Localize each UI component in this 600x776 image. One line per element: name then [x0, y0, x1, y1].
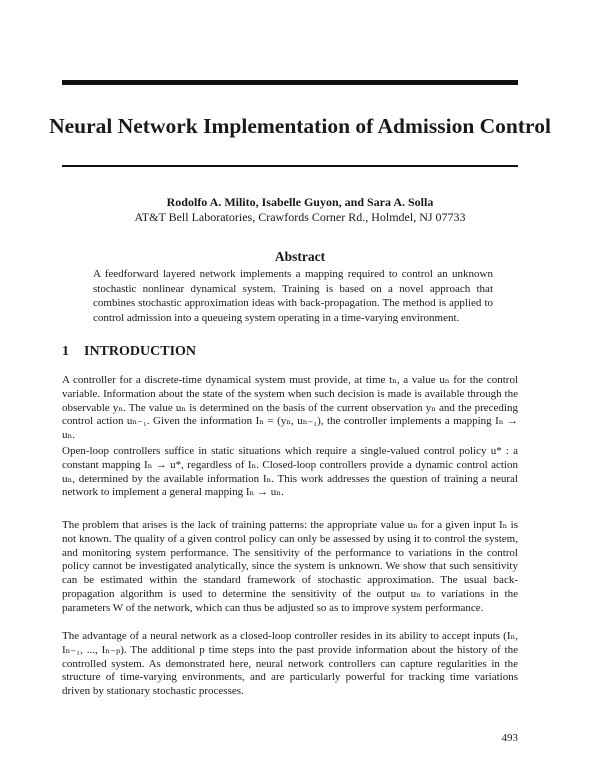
- title-rule: [62, 165, 518, 167]
- author-list: Rodolfo A. Milito, Isabelle Guyon, and Sara A. Solla: [166, 195, 434, 209]
- section-title: INTRODUCTION: [84, 344, 197, 359]
- abstract-heading: Abstract: [274, 249, 326, 264]
- top-rule: [62, 80, 518, 85]
- paper-title: Neural Network Implementation of Admission Control: [49, 114, 551, 138]
- page-number: 493: [501, 732, 518, 744]
- paragraph-4: The advantage of a neural network as a closed-loop controller resides in its ability to accept inputs (Iₙ, Iₙ₋₁, ..., Iₙ₋ₚ). The additional p time steps into the past provide information about the history of the controlled system. As demonstrated here, neural network controllers can capture regularities in the structure of time-varying environments, and are particularly powerful for tracking time variations driven by stationary stochastic processes.: [62, 630, 518, 698]
- section-heading: [62, 343, 196, 361]
- paragraph-3: The problem that arises is the lack of training patterns: the appropriate value uₙ for a given input Iₙ is not known. The quality of a given control policy can only be assessed by using it to control the system, and monitoring system performance. The sensitivity of the performance to variations in the control policy cannot be investigated analytically, since the system is unknown. We show that such sensitivity can be estimated within the standard framework of stochastic approximation. The usual back-propagation algorithm is used to determine the sensitivity of the output uₙ to variations in the parameters W of the network, which can thus be adjusted so as to improve system performance.: [62, 519, 518, 614]
- abstract-text: A feedforward layered network implements a mapping required to control an unknown stochastic nonlinear dynamical system. Training is based on a novel approach that combines stochastic approximation ideas with back-propagation. The method is applied to control admission into a queueing system operating in a time-varying environment.: [93, 268, 493, 324]
- section-number: 1: [62, 344, 69, 359]
- affiliation: AT&T Bell Laboratories, Crawfords Corner Rd., Holmdel, NJ 07733: [134, 210, 466, 224]
- paragraph-2: Open-loop controllers suffice in static situations which require a single-valued control policy u* : a constant mapping Iₙ → u*, regardless of Iₙ. Closed-loop controllers provide a dynamic control action uₙ, determined by the available information Iₙ. This work addresses the question of training a neural network to implement a general mapping Iₙ → uₙ.: [62, 445, 518, 499]
- paragraph-1: A controller for a discrete-time dynamical system must provide, at time tₙ, a value uₙ for the control variable. Information about the state of the system when such decision is made is available through the observable yₙ. The value uₙ is determined on the basis of the current observation yₙ and the preceding control action uₙ₋₁. Given the information Iₙ = (yₙ, uₙ₋₁), the controller implements a mapping Iₙ → uₙ.: [62, 374, 518, 442]
